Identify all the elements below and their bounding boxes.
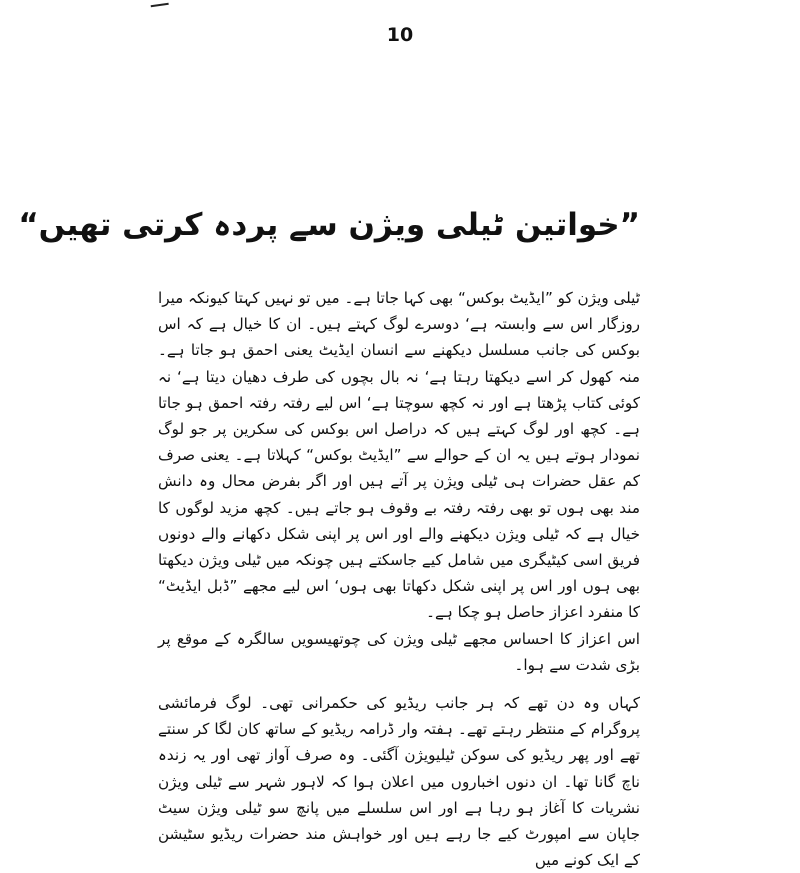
- article-title: ”خواتین ٹیلی ویژن سے پردہ کرتی تھیں“: [18, 207, 640, 243]
- paragraph: کہاں وہ دن تھے کہ ہر جانب ریڈیو کی حکمرانی تھی۔ لوگ فرمائشی پروگرام کے منتظر رہتے تھے۔ ہفتہ وار ڈرامہ ریڈیو کے ساتھ کان لگا کر سنتے تھے اور پھر ریڈیو کی سوکن ٹیلیویژن آگئی۔ وہ صرف آواز تھی اور یہ زندہ ناچ گانا تھا۔ ان دنوں اخباروں میں اعلان ہوا کہ لاہور شہر سے ٹیلی ویژن نشریات کا آغاز ہو رہا ہے اور اس سلسلے میں پانچ سو ٹیلی ویژن سیٹ جاپان سے امپورٹ کیے جا رہے ہیں اور خواہش مند حضرات ریڈیو سٹیشن کے ایک کونے میں: [158, 694, 640, 870]
- article: [18, 205, 640, 873]
- page-number: 10: [386, 24, 414, 46]
- paragraph: ٹیلی ویژن کو ”ایڈیٹ بوکس“ بھی کہا جاتا ہے۔ میں تو نہیں کہتا کیونکہ میرا روزگار اس سے وابستہ ہے‘ دوسرے لوگ کہتے ہیں۔ ان کا خیال ہے کہ اس بوکس کی جانب مسلسل دیکھنے سے انسان ایڈیٹ یعنی احمق ہو جاتا ہے۔ منہ کھول کر اسے دیکھتا رہتا ہے‘ نہ بال بچوں کی طرف دھیان دیتا ہے‘ نہ کوئی کتاب پڑھتا ہے اور نہ کچھ سوچتا ہے‘ اس لیے رفتہ رفتہ احمق ہو جاتا ہے۔ کچھ اور لوگ کہتے ہیں کہ دراصل اس بوکس کی سکرین پر جو لوگ نمودار ہوتے ہیں یہ ان کے حوالے سے ”ایڈیٹ بوکس“ کہلاتا ہے۔ یعنی صرف کم عقل حضرات ہی ٹیلی ویژن پر آتے ہیں اور اگر بفرض محال وہ دانش مند بھی ہوں تو بھی رفتہ رفتہ بے وقوف ہو جاتے ہیں۔ کچھ مزید لوگوں کا خیال ہے کہ ٹیلی ویژن دیکھنے والے اور اس پر اپنی شکل دکھانے والے دونوں فریق اسی کیٹیگری میں شامل کیے جاسکتے ہیں چونکہ میں ٹیلی ویژن دیکھتا بھی ہوں اور اس پر اپنی شکل دکھاتا بھی ہوں‘ اس لیے مجھے ”ڈبل ایڈیٹ“ کا منفرد اعزاز حاصل ہو چکا ہے۔: [158, 289, 640, 622]
- paragraph: اس اعزاز کا احساس مجھے ٹیلی ویژن کی چوتھیسویں سالگرہ کے موقع پر بڑی شدت سے ہوا۔: [158, 629, 640, 674]
- corner-mark: [149, 0, 168, 7]
